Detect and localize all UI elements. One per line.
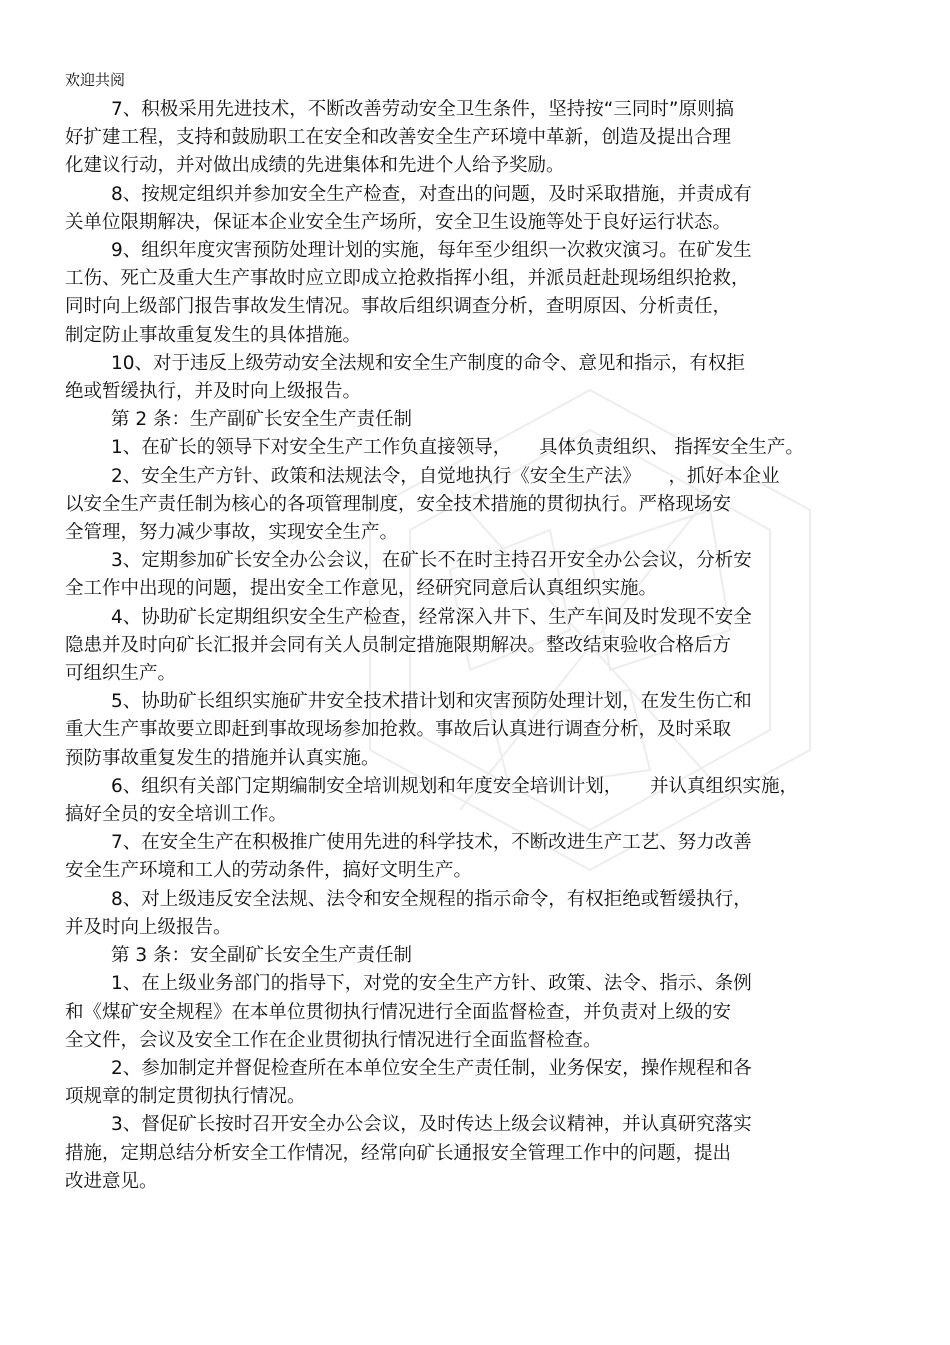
paragraph-line: 1、在矿长的领导下对安全生产工作负直接领导， 具体负责组织、 指挥安全生产。 — [111, 437, 804, 459]
section-heading: 第 2 条：生产副矿长安全生产责任制 — [111, 409, 413, 431]
paragraph-line: 安全生产环境和工人的劳动条件，搞好文明生产。 — [65, 860, 473, 882]
paragraph-line: 2、参加制定并督促检查所在本单位安全生产责任制，业务保安，操作规程和各 — [111, 1057, 752, 1079]
paragraph-line: 全文件，会议及安全工作在企业贯彻执行情况进行全面监督检查。 — [65, 1029, 602, 1051]
paragraph-line: 并及时向上级报告。 — [65, 916, 232, 938]
paragraph-line: 改进意见。 — [65, 1170, 158, 1192]
paragraph-line: 7、积极采用先进技术，不断改善劳动安全卫生条件，坚持按“三同时”原则搞 — [111, 99, 734, 120]
paragraph-line: 措施，定期总结分析安全工作情况，经常向矿长通报安全管理工作中的问题，提出 — [65, 1142, 732, 1164]
paragraph-line: 2、安全生产方针、政策和法规法令，自觉地执行《安全生产法》 ，抓好本企业 — [111, 465, 780, 487]
paragraph-line: 绝或暂缓执行，并及时向上级报告。 — [65, 381, 362, 403]
paragraph-line: 项规章的制定贯彻执行情况。 — [65, 1086, 306, 1108]
paragraph-line: 制定防止事故重复发生的具体措施。 — [65, 324, 362, 346]
paragraph-line: 3、定期参加矿长安全办公会议，在矿长不在时主持召开安全办公会议，分析安 — [111, 550, 752, 572]
paragraph-line: 4、协助矿长定期组织安全生产检查，经常深入井下、生产车间及时发现不安全 — [111, 606, 752, 628]
paragraph-line: 关单位限期解决，保证本企业安全生产场所，安全卫生设施等处于良好运行状态。 — [65, 211, 732, 233]
paragraph-line: 同时向上级部门报告事故发生情况。事故后组织调查分析，查明原因、分析责任， — [65, 296, 732, 318]
paragraph-line: 可组织生产。 — [65, 663, 177, 685]
paragraph-line: 以安全生产责任制为核心的各项管理制度，安全技术措施的贯彻执行。严格现场安 — [65, 493, 732, 515]
paragraph-line: 全管理，努力减少事故，实现安全生产。 — [65, 522, 399, 544]
paragraph-line: 6、组织有关部门定期编制安全培训规划和年度安全培训计划， 并认真组织实施， — [111, 775, 799, 797]
paragraph-line: 预防事故重复发生的措施并认真实施。 — [65, 747, 380, 769]
paragraph-line: 全工作中出现的问题，提出安全工作意见，经研究同意后认真组织实施。 — [65, 578, 658, 600]
paragraph-line: 3、督促矿长按时召开安全办公会议，及时传达上级会议精神，并认真研究落实 — [111, 1114, 752, 1136]
paragraph-line: 8、对上级违反安全法规、法令和安全规程的指示命令，有权拒绝或暂缓执行， — [111, 888, 752, 910]
paragraph-line: 和《煤矿安全规程》在本单位贯彻执行情况进行全面监督检查，并负责对上级的安 — [65, 1001, 732, 1023]
paragraph-line: 7、在安全生产在积极推广使用先进的科学技术，不断改进生产工艺、努力改善 — [111, 832, 752, 854]
section-heading: 第 3 条：安全副矿长安全生产责任制 — [111, 945, 413, 967]
paragraph-line: 8、按规定组织并参加安全生产检查，对查出的问题，及时采取措施，并责成有 — [111, 183, 752, 205]
paragraph-line: 好扩建工程，支持和鼓励职工在安全和改善安全生产环境中革新，创造及提出合理 — [65, 127, 732, 149]
paragraph-line: 重大生产事故要立即赶到事故现场参加抢救。事故后认真进行调查分析，及时采取 — [65, 719, 732, 741]
document-body — [65, 96, 895, 1196]
paragraph-line: 化建议行动，并对做出成绩的先进集体和先进个人给予奖励。 — [65, 155, 565, 177]
paragraph-line: 工伤、死亡及重大生产事故时应立即成立抢救指挥小组，并派员赶赴现场组织抢救， — [65, 268, 750, 290]
paragraph-line: 9、组织年度灾害预防处理计划的实施，每年至少组织一次救灾演习。在矿发生 — [111, 240, 752, 262]
paragraph-line: 10、对于违反上级劳动安全法规和安全生产制度的命令、意见和指示，有权拒 — [111, 352, 746, 374]
paragraph-line: 1、在上级业务部门的指导下，对党的安全生产方针、政策、法令、指示、条例 — [111, 973, 752, 995]
paragraph-line: 搞好全员的安全培训工作。 — [65, 804, 288, 826]
paragraph-line: 5、协助矿长组织实施矿井安全技术措计划和灾害预防处理计划，在发生伤亡和 — [111, 691, 752, 713]
page-header-label: 欢迎共阅 — [65, 71, 126, 89]
paragraph-line: 隐患并及时向矿长汇报并会同有关人员制定措施限期解决。整改结束验收合格后方 — [65, 634, 732, 656]
